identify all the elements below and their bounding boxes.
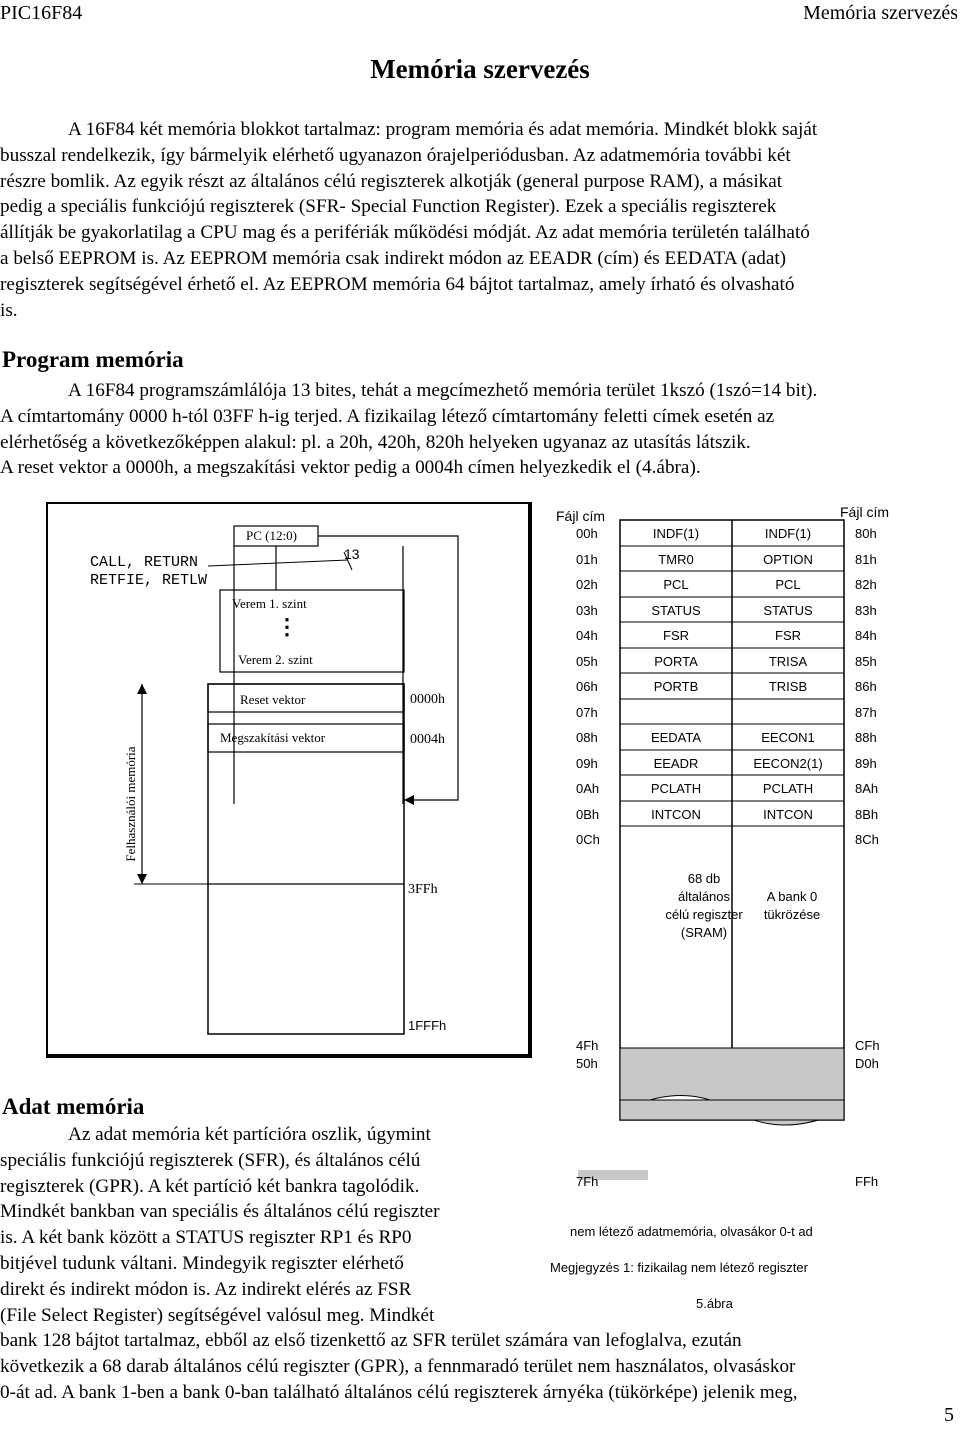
pc-width-label: 13 xyxy=(344,546,360,562)
reset-vector-label: Reset vektor xyxy=(240,692,306,707)
intro-line: busszal rendelkezik, így bármelyik elérhető ugyanazon órajelperiódusban. Az adatmemória további két xyxy=(0,144,791,166)
end-address-3ff: 3FFh xyxy=(408,882,438,897)
gpr-line: általános xyxy=(677,889,731,904)
bank0-address: 0Ch xyxy=(576,832,600,847)
bank0-address: 09h xyxy=(576,755,598,771)
bank0-register: INTCON xyxy=(651,806,701,822)
bank1-register: PCL xyxy=(775,577,801,592)
address-ffh: FFh xyxy=(855,1174,879,1189)
bank1-address: 8Bh xyxy=(855,806,879,822)
bank1-register: TRISB xyxy=(768,679,808,694)
file-address-header-right: Fájl cím xyxy=(840,504,889,520)
bank1-address: 87h xyxy=(855,704,877,720)
bank0-address: 0Ah xyxy=(576,781,600,796)
address-4fh: 4Fh xyxy=(576,1038,599,1053)
data-line: direkt és indirekt módon is. Az indirekt elérés az FSR xyxy=(0,1278,412,1300)
mirror-line: tükrözése xyxy=(763,907,821,922)
program-memory-heading: Program memória xyxy=(2,347,184,372)
intro-line: pedig a speciális funkciójú regiszterek (SFR- Special Function Register). Ezek a speciális regiszterek xyxy=(0,196,777,218)
unimplemented-note: nem létező adatmemória, olvasákor 0-t ad xyxy=(570,1224,813,1239)
bank1-address: 85h xyxy=(855,653,877,669)
data-line: bitjével tudunk váltani. Mindegyik regiszter elérhető xyxy=(0,1252,404,1274)
bank1-address: 8Ah xyxy=(855,781,879,796)
bank1-address: 8Ch xyxy=(855,832,879,847)
data-line: bank 128 bájtot tartalmaz, ebből az első tizenkettő az SFR terület számára van lefoglalva, ezután xyxy=(0,1330,742,1352)
bank0-register: INDF(1) xyxy=(652,526,700,541)
page-title: Memória szervezés xyxy=(370,54,590,84)
program-line: A reset vektor a 0000h, a megszakítási vektor pedig a 0004h címen helyezkedik el (4.ábra). xyxy=(0,457,701,479)
data-line: Az adat memória két partícióra oszlik, úgymint xyxy=(68,1124,431,1145)
bank1-register: EECON2(1) xyxy=(753,755,823,771)
intro-line: részre bomlik. Az egyik részt az általános célú regiszterek alkotják (general purpose RAM), a másikat xyxy=(0,170,783,192)
interrupt-vector-address: 0004h xyxy=(410,732,445,747)
bank1-address: 82h xyxy=(855,577,877,592)
bank0-register: TMR0 xyxy=(658,551,694,567)
footnote-1: Megjegyzés 1: fizikailag nem létező regiszter xyxy=(550,1260,808,1275)
bank0-register: PCL xyxy=(663,577,689,592)
gpr-line: (SRAM) xyxy=(680,925,728,940)
gpr-line: célú regiszter xyxy=(665,907,743,922)
address-d0h: D0h xyxy=(855,1056,879,1071)
address-50h: 50h xyxy=(576,1056,598,1071)
data-line: is. A két bank között a STATUS regiszter RP1 és RP0 xyxy=(0,1227,412,1249)
stack-level-2: Verem 2. szint xyxy=(238,652,313,667)
page-number: 5 xyxy=(944,1404,954,1426)
bank0-register: PORTB xyxy=(653,679,699,694)
data-line: következik a 68 darab általános célú regiszter (GPR), a fennmaradó terület nem használatos, olvasáskor xyxy=(0,1356,796,1378)
bank0-register: EEADR xyxy=(653,755,699,771)
data-line: (File Select Register) segítségével valósul meg. Mindkét xyxy=(0,1304,435,1326)
bank0-address: 05h xyxy=(576,653,598,669)
data-memory-heading: Adat memória xyxy=(2,1094,145,1119)
address-cfh: CFh xyxy=(855,1038,880,1053)
bank1-register: INTCON xyxy=(763,806,813,822)
bank0-address: 02h xyxy=(576,577,598,592)
bank0-address: 0Bh xyxy=(576,806,600,822)
intro-paragraph xyxy=(0,117,960,323)
data-line: regiszterek (GPR). A két partíció két bankra tagolódik. xyxy=(0,1175,420,1197)
gpr-line: 68 db xyxy=(687,871,721,886)
call-instructions-1: CALL, RETURN xyxy=(90,554,199,571)
interrupt-vector-label: Megszakítási vektor xyxy=(220,730,326,745)
program-line: A címtartomány 0000 h-tól 03FF h-ig terjed. A fizikailag létező címtartomány feletti címek esetén az xyxy=(0,405,775,427)
call-instructions-2: RETFIE, RETLW xyxy=(90,572,208,589)
program-line: elérhetőség a következőképpen alakul: pl. a 20h, 420h, 820h helyeken ugyanaz az utasítás látszik. xyxy=(0,431,751,453)
bank1-address: 88h xyxy=(855,730,877,745)
header-left: PIC16F84 xyxy=(0,2,83,24)
mirror-line: A bank 0 xyxy=(766,889,818,904)
bank0-address: 06h xyxy=(576,679,598,694)
address-7fh: 7Fh xyxy=(576,1174,599,1189)
stack-dots: ⋮ xyxy=(276,614,298,639)
intro-line: is. xyxy=(0,299,18,321)
bank1-address: 86h xyxy=(855,679,877,694)
bank1-register: STATUS xyxy=(763,602,813,618)
bank0-address: 01h xyxy=(576,551,598,567)
bank0-register: STATUS xyxy=(651,602,701,618)
bank1-address: 80h xyxy=(855,526,877,541)
data-line: speciális funkciójú regiszterek (SFR), és általános célú xyxy=(0,1149,421,1171)
bank1-register: INDF(1) xyxy=(764,526,812,541)
bank0-address: 07h xyxy=(576,704,598,720)
bank0-address: 08h xyxy=(576,730,598,745)
bank1-register: TRISA xyxy=(768,653,808,669)
data-line: 0-át ad. A bank 1-ben a bank 0-ban található általános célú regiszterek árnyéka (tükörképe) jelenik meg, xyxy=(0,1381,798,1403)
stack-level-1: Verem 1. szint xyxy=(232,596,307,611)
bank1-register: OPTION xyxy=(763,551,813,567)
mirror-label xyxy=(742,888,842,924)
data-line: Mindkét bankban van speciális és általános célú regiszter xyxy=(0,1201,440,1223)
bank1-address: 89h xyxy=(855,755,877,771)
bank1-address: 84h xyxy=(855,628,877,643)
gpr-label xyxy=(654,870,754,942)
bank0-address: 04h xyxy=(576,628,598,643)
bank0-address: 00h xyxy=(576,526,598,541)
data-memory-paragraph xyxy=(0,1122,960,1406)
program-line: A 16F84 programszámlálója 13 bites, tehát a megcímezhető memória terület 1kszó (1szó=14 bit). xyxy=(68,380,818,401)
header-right: Memória szervezés xyxy=(803,2,958,24)
intro-line: regiszterek segítségével érhető el. Az EEPROM memória 64 bájtot tartalmaz, amely írható és olvasható xyxy=(0,273,795,295)
intro-line: állítják be gyakorlatilag a CPU mag és a perifériák működési módját. Az adat memória területén található xyxy=(0,222,810,244)
bank1-register: FSR xyxy=(775,628,801,643)
bank0-register: PORTA xyxy=(654,653,698,669)
bank1-address: 81h xyxy=(855,551,877,567)
user-memory-label: Felhasználói memória xyxy=(123,746,138,862)
pc-label: PC (12:0) xyxy=(246,528,297,543)
program-memory-figure xyxy=(46,502,532,1058)
bank0-address: 03h xyxy=(576,602,598,618)
intro-line: A 16F84 két memória blokkot tartalmaz: program memória és adat memória. Mindkét blokk saját xyxy=(68,119,818,140)
bank1-address: 83h xyxy=(855,602,877,618)
program-memory-paragraph xyxy=(0,378,960,481)
reset-vector-address: 0000h xyxy=(410,692,445,707)
intro-line: a belső EEPROM is. Az EEPROM memória csak indirekt módon az EEADR (cím) és EEDATA (adat) xyxy=(0,247,787,269)
bank1-register: PCLATH xyxy=(762,781,814,796)
figure-caption: 5.ábra xyxy=(696,1296,733,1311)
end-address-1fff: 1FFFh xyxy=(408,1018,447,1033)
bank0-register: PCLATH xyxy=(650,781,702,796)
file-address-header-left: Fájl cím xyxy=(556,508,605,524)
bank0-register: FSR xyxy=(663,628,689,643)
bank1-register: EECON1 xyxy=(761,730,815,745)
bank0-register: EEDATA xyxy=(650,730,702,745)
